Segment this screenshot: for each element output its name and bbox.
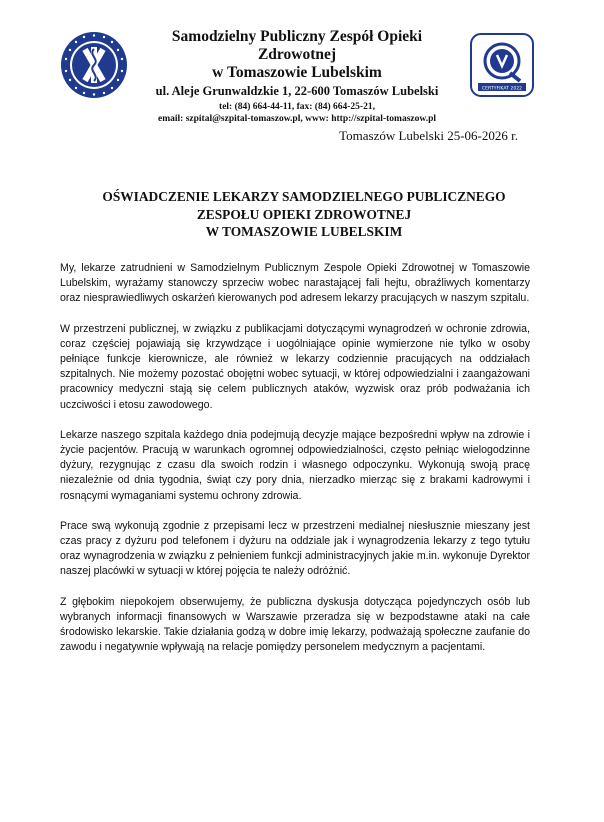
- org-name-line2: w Tomaszowie Lubelskim: [212, 64, 382, 81]
- paragraph: Prace swą wykonują zgodnie z przepisami lecz w przestrzeni medialnej niesłusznie mieszany jest czas pracy z dyżuru pod telefonem i dyżuru na oddziale jak i wynagrodzenia lekarzy z tego tytułu oraz wynagrodzenia w związku z pełnieniem funkcji administracyjnych jakie m.in. wykonuje Dyrektor naszej placówki w sytuacji w której pojęcia te należy odróżnić.: [60, 519, 530, 578]
- org-contact: email: szpital@szpital-tomaszow.pl, www: http://szpital-tomaszow.pl: [158, 114, 436, 124]
- paragraph: My, lekarze zatrudnieni w Samodzielnym Publicznym Zespole Opieki Zdrowotnej w Tomaszowie Lubelskim, wyrażamy stanowczy sprzeciw wobec narastającej fali hejtu, obraźliwych komentarzy oraz niesprawiedliwych oskarżeń kierowanych pod adresem lekarzy pracujących w naszym szpitalu.: [60, 262, 530, 305]
- title-line2: ZESPOŁU OPIEKI ZDROWOTNEJ: [196, 206, 412, 222]
- paragraph: Lekarze naszego szpitala każdego dnia podejmują decyzje mające bezpośredni wpływ na zdrowie i życie pacjentów. Pracują w warunkach ogromnej odpowiedzialności, często pełniąc wielogodzinne dyżury, rezygnując z czasu dla swoich rodzin i własnego odpoczynku. Wykonują swoją pracę niezależnie od dnia tygodnia, świąt czy pory dnia, nierzadko mierząc się z brakami kadrowymi i rosnącymi wymaganiami systemu ochrony zdrowia.: [60, 428, 530, 502]
- quality-certificate-icon: [470, 33, 534, 97]
- title-line3: W TOMASZOWIE LUBELSKIM: [205, 224, 403, 239]
- org-name-line1: Samodzielny Publiczny Zespół Opieki Zdrowotnej: [171, 28, 423, 63]
- document-date: Tomaszów Lubelski 25-06-2026 r.: [339, 128, 518, 143]
- statement-body: [60, 261, 530, 670]
- title-line1: OŚWIADCZENIE LEKARZY SAMODZIELNEGO PUBLICZNEGO: [102, 189, 506, 204]
- paragraph: W przestrzeni publicznej, w związku z publikacjami dotyczącymi wynagrodzeń w ochronie zdrowia, coraz częściej pojawiają się krzywdzące i uogólniające opinie wymierzone nie tylko w osoby pełniące funkcje kierownicze, ale również w lekarzy codziennie pracujących na oddziałach szpitalnych. Nie możemy pozostać obojętni wobec sytuacji, w której odpowiedzialni i zaangażowani pracownicy medyczni stają się celem publicznych ataków, wyzwisk oraz prób podważania ich uczciwości i etosu zawodowego.: [60, 322, 530, 411]
- letterhead: [132, 28, 462, 125]
- org-phones: tel: (84) 664-44-11, fax: (84) 664-25-21,: [219, 102, 375, 112]
- org-address: ul. Aleje Grunwaldzkie 1, 22-600 Tomaszów Lubelski: [155, 84, 439, 98]
- caduceus-emblem-icon: [60, 31, 128, 99]
- svg-text:CERTYFIKAT 2022: CERTYFIKAT 2022: [481, 86, 523, 92]
- paragraph: Z głębokim niepokojem obserwujemy, że publiczna dyskusja dotycząca pojedynczych osób lub wybranych informacji finansowych w Warszawie przeradza się w bezpodstawne ataki na całe środowisko lekarskie. Takie działania godzą w dobre imię lekarzy, podważają społeczne zaufanie do zawodu i negatywnie wpływają na relacje pomiędzy personelem medycznym a pacjentami.: [60, 595, 530, 654]
- document-title: [60, 188, 548, 241]
